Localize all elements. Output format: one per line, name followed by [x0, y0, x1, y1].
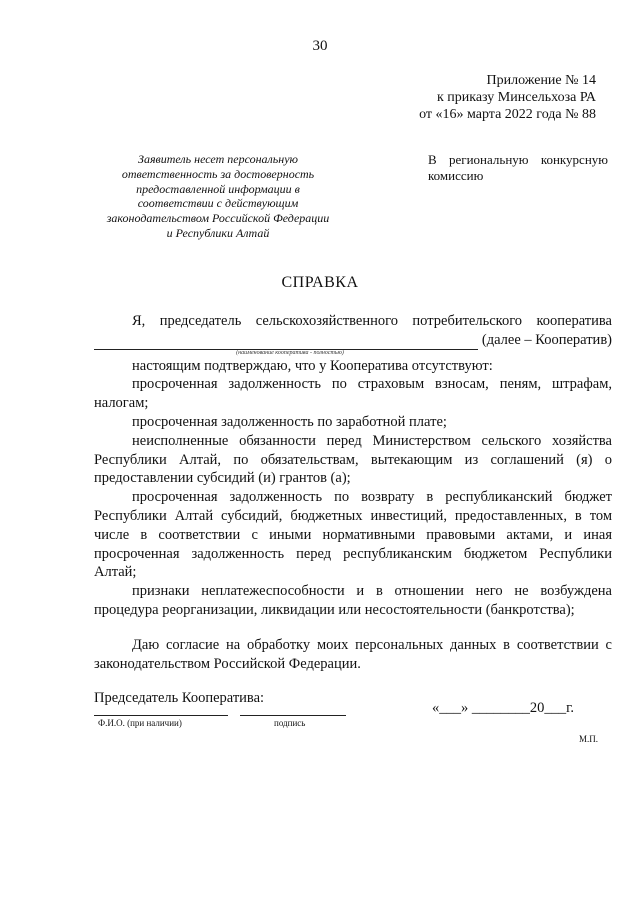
disclaimer-line: Заявитель несет персональную — [138, 152, 298, 166]
cooperative-name-field[interactable] — [94, 334, 478, 350]
recipient-block — [428, 152, 608, 184]
intro-line: Я, председатель сельскохозяйственного потребительского кооператива — [132, 313, 612, 329]
document-body — [94, 312, 612, 708]
recipient-line: комиссию — [428, 168, 484, 183]
disclaimer-line: соответствии с действующим — [137, 196, 299, 211]
signature-field[interactable] — [240, 714, 346, 716]
paragraph: просроченная задолженность по страховым взносам, пеням, штрафам, налогам; — [94, 376, 612, 412]
paragraph: неисполненные обязанности перед Министерством сельского хозяйства Республики Алтай, по обязательствам, вытекающим из соглашений (я) о предоставлении субсидий (и) грантов (а); — [94, 432, 612, 487]
paragraph: просроченная задолженность по заработной плате; — [132, 413, 447, 430]
chairman-label: Председатель Кооператива: — [94, 690, 265, 707]
signature-block — [94, 700, 614, 770]
disclaimer-line: ответственность за достоверность — [121, 166, 315, 181]
cooperative-name-row — [94, 331, 612, 350]
cooperative-name-hint: (наименование кооператива - полностью) — [236, 349, 344, 356]
appendix-line: к приказу Минсельхоза РА — [436, 90, 596, 105]
paragraph: настоящим подтверждаю, что у Кооператива отсутствуют: — [132, 357, 493, 374]
fio-caption: Ф.И.О. (при наличии) — [98, 718, 182, 728]
fio-field[interactable] — [94, 714, 228, 716]
responsibility-disclaimer — [92, 152, 344, 241]
appendix-header — [419, 72, 596, 123]
paragraph: просроченная задолженность по возврату в республиканский бюджет Республики Алтай субсидий, бюджетных инвестиций, предоставленных, в том числе в соответствии с иными нормативными правовыми актами, и иная просроченная задолженность перед республиканским бюджетом Республики Алтай; — [94, 489, 612, 581]
appendix-line: от «16» марта 2022 года № 88 — [419, 107, 596, 122]
disclaimer-line: предоставленной информации в — [136, 181, 300, 196]
document-title: СПРАВКА — [281, 274, 359, 291]
stamp-place: М.П. — [578, 734, 598, 744]
consent-paragraph: Даю согласие на обработку моих персональных данных в соответствии с законодательством Российской Федерации. — [94, 636, 612, 672]
page-number: 30 — [312, 38, 328, 54]
signature-caption: подпись — [274, 718, 306, 728]
disclaimer-line: законодательством Российской Федерации — [106, 211, 330, 226]
recipient-line: В региональную конкурсную — [428, 152, 608, 167]
paragraph: признаки неплатежеспособности и в отношении него не возбуждена процедура реорганизации, ликвидации или несостоятельности (банкротства); — [94, 583, 612, 618]
disclaimer-line: и Республики Алтай — [166, 225, 270, 240]
appendix-line: Приложение № 14 — [486, 73, 596, 88]
intro-suffix: (далее – Кооператив) — [481, 331, 612, 348]
date-field[interactable]: «___» ________20___г. — [431, 700, 574, 716]
